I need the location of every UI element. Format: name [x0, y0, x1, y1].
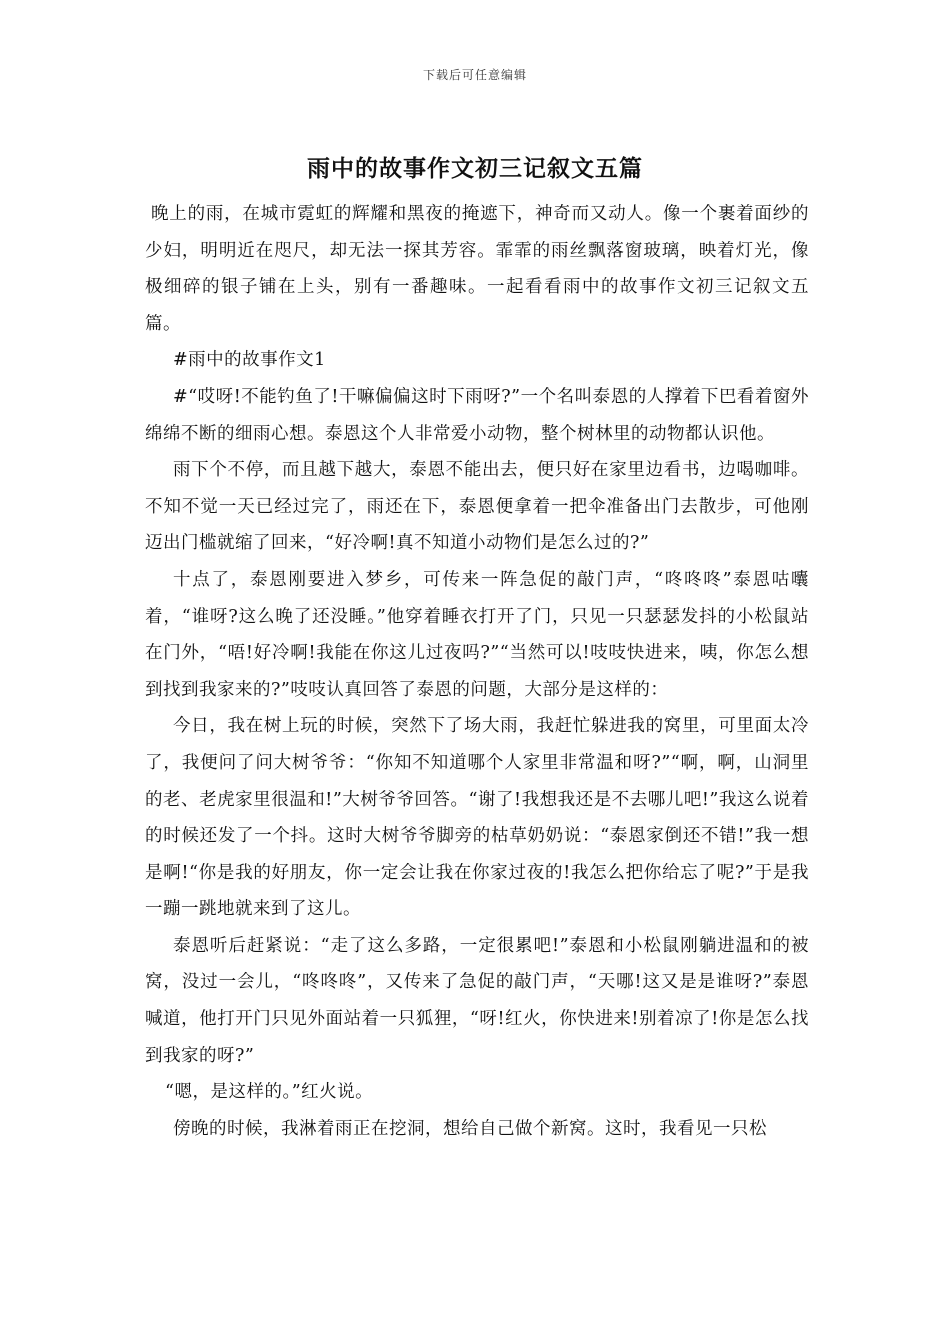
paragraph: 雨下个不停，而且越下越大，泰恩不能出去，便只好在家里边看书，边喝咖啡。不知不觉一天已经过完了，雨还在下，泰恩便拿着一把伞准备出门去散步，可他刚迈出门槛就缩了回来，“好冷啊!真不知道小动物们是怎么过的?” — [145, 460, 809, 554]
paragraph: #“哎呀!不能钓鱼了!干嘛偏偏这时下雨呀?”一个名叫泰恩的人撑着下巴看着窗外绵绵不断的细雨心想。泰恩这个人非常爱小动物，整个树林里的动物都认识他。 — [145, 386, 809, 444]
document-title: 雨中的故事作文初三记叙文五篇 — [307, 155, 643, 182]
paragraph-intro: 晚上的雨，在城市霓虹的辉耀和黑夜的掩遮下，神奇而又动人。像一个裹着面纱的少妇，明明近在咫尺，却无法一探其芳容。霏霏的雨丝飘落窗玻璃，映着灯光，像极细碎的银子铺在上头，别有一番趣味。一起看看雨中的故事作文初三记叙文五篇。 — [145, 204, 809, 334]
paragraph: 傍晚的时候，我淋着雨正在挖洞，想给自己做个新窝。这时，我看见一只松 — [173, 1118, 767, 1139]
paragraph: 十点了，泰恩刚要进入梦乡，可传来一阵急促的敲门声，“咚咚咚”泰恩咕囔着，“谁呀?这么晚了还没睡。”他穿着睡衣打开了门，只见一只瑟瑟发抖的小松鼠站在门外，“唔!好冷啊!我能在你这儿过夜吗?”“当然可以!吱吱快进来，咦，你怎么想到找到我家来的?”吱吱认真回答了泰恩的问题，大部分是这样的： — [145, 569, 809, 700]
document-body — [145, 196, 809, 1147]
paragraph: 泰恩听后赶紧说：“走了这么多路，一定很累吧!”泰恩和小松鼠刚躺进温和的被窝，没过一会儿，“咚咚咚”，又传来了急促的敲门声，“天哪!这又是是谁呀?”泰恩喊道，他打开门只见外面站着一只狐狸，“呀!红火，你快进来!别着凉了!你是怎么找到我家的呀?” — [145, 935, 809, 1066]
paragraph: 今日，我在树上玩的时候，突然下了场大雨，我赶忙躲进我的窝里，可里面太冷了，我便问了问大树爷爷：“你知不知道哪个人家里非常温和呀?”“啊，啊，山洞里的老、老虎家里很温和!”大树爷爷回答。“谢了!我想我还是不去哪儿吧!”我这么说着的时候还发了一个抖。这时大树爷爷脚旁的枯草奶奶说：“泰恩家倒还不错!”我一想是啊!“你是我的好朋友，你一定会让我在你家过夜的!我怎么把你给忘了呢?”于是我一蹦一跳地就来到了这儿。 — [145, 716, 809, 920]
section-heading: #雨中的故事作文1 — [173, 350, 326, 371]
header-note: 下载后可任意编辑 — [422, 68, 527, 82]
paragraph: “嗯，是这样的。”红火说。 — [165, 1082, 374, 1103]
